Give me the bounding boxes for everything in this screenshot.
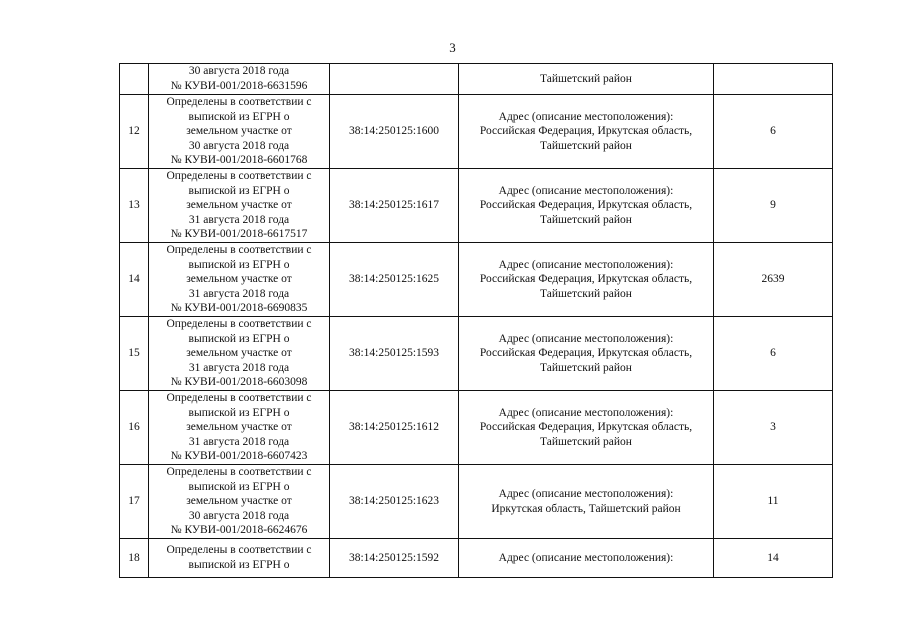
basis-line: Определены в соответствии с [166, 392, 312, 405]
basis-cell [149, 169, 330, 243]
row-number: 14 [128, 273, 140, 286]
cadastral-cell [330, 243, 459, 317]
row-number-cell [120, 64, 149, 95]
basis-cell [149, 539, 330, 578]
address-line: Российская Федерация, Иркутская область, [479, 273, 693, 286]
basis-line: земельном участке от [186, 125, 292, 138]
cadastral-cell [330, 465, 459, 539]
basis-line: выпиской из ЕГРН о [188, 110, 290, 123]
row-number: 18 [128, 551, 140, 564]
cadastral-number: 38:14:250125:1592 [348, 551, 440, 564]
land-plots-table [119, 63, 833, 578]
address-cell [459, 243, 714, 317]
area-cell [714, 539, 833, 578]
area-cell [714, 64, 833, 95]
row-number-cell [120, 391, 149, 465]
basis-cell [149, 391, 330, 465]
row-number-cell [120, 169, 149, 243]
basis-line: Определены в соответствии с [166, 244, 312, 257]
address-line: Адрес (описание местоположения): [498, 487, 674, 500]
address-line: Тайшетский район [540, 72, 632, 85]
basis-line: Определены в соответствии с [166, 318, 312, 331]
basis-cell [149, 465, 330, 539]
address-line: Российская Федерация, Иркутская область, [479, 199, 693, 212]
table-row [120, 243, 833, 317]
area-value: 2639 [761, 273, 785, 286]
cadastral-number: 38:14:250125:1593 [348, 347, 440, 360]
address-line: Тайшетский район [540, 287, 632, 300]
basis-line: земельном участке от [186, 495, 292, 508]
cadastral-number: 38:14:250125:1600 [348, 125, 440, 138]
row-number: 15 [128, 347, 140, 360]
address-line: Адрес (описание местоположения): [498, 332, 674, 345]
area-cell [714, 317, 833, 391]
row-number: 16 [128, 421, 140, 434]
row-number: 12 [128, 125, 140, 138]
cadastral-cell [330, 64, 459, 95]
basis-line: выпиской из ЕГРН о [188, 258, 290, 271]
basis-line: № КУВИ-001/2018-6607423 [170, 450, 308, 463]
basis-line: Определены в соответствии с [166, 466, 312, 479]
cadastral-number: 38:14:250125:1612 [348, 421, 440, 434]
address-cell [459, 391, 714, 465]
address-line: Тайшетский район [540, 139, 632, 152]
basis-line: выпиской из ЕГРН о [188, 332, 290, 345]
address-cell [459, 317, 714, 391]
area-cell [714, 465, 833, 539]
address-line: Адрес (описание местоположения): [498, 110, 674, 123]
basis-line: № КУВИ-001/2018-6624676 [170, 524, 308, 537]
address-line: Адрес (описание местоположения): [498, 258, 674, 271]
basis-line: 31 августа 2018 года [188, 213, 290, 226]
basis-line: № КУВИ-001/2018-6690835 [170, 302, 308, 315]
address-cell [459, 539, 714, 578]
area-value: 6 [770, 125, 776, 138]
row-number-cell [120, 243, 149, 317]
address-cell [459, 465, 714, 539]
area-value: 3 [770, 421, 776, 434]
address-cell [459, 95, 714, 169]
row-number-cell [120, 317, 149, 391]
basis-line: 30 августа 2018 года [188, 65, 290, 78]
cadastral-cell [330, 169, 459, 243]
address-line: Адрес (описание местоположения): [498, 406, 674, 419]
table-row [120, 317, 833, 391]
basis-line: 30 августа 2018 года [188, 509, 290, 522]
row-number: 17 [128, 495, 140, 508]
basis-line: Определены в соответствии с [166, 544, 312, 557]
area-cell [714, 391, 833, 465]
basis-line: № КУВИ-001/2018-6617517 [170, 228, 308, 241]
basis-line: Определены в соответствии с [166, 170, 312, 183]
row-number-cell [120, 465, 149, 539]
basis-line: земельном участке от [186, 199, 292, 212]
basis-line: № КУВИ-001/2018-6603098 [170, 376, 308, 389]
basis-line: Определены в соответствии с [166, 96, 312, 109]
table-row [120, 465, 833, 539]
table-row-continued [120, 64, 833, 95]
area-value: 6 [770, 347, 776, 360]
basis-line: выпиской из ЕГРН о [188, 406, 290, 419]
address-line: Иркутская область, Тайшетский район [491, 502, 681, 515]
area-value: 11 [767, 495, 779, 508]
cadastral-number: 38:14:250125:1623 [348, 495, 440, 508]
basis-cell [149, 95, 330, 169]
basis-line: № КУВИ-001/2018-6631596 [170, 80, 308, 92]
cadastral-number: 38:14:250125:1617 [348, 199, 440, 212]
table-row [120, 391, 833, 465]
area-cell [714, 169, 833, 243]
table-row [120, 95, 833, 169]
address-line: Тайшетский район [540, 435, 632, 448]
area-value: 14 [767, 551, 779, 564]
row-number: 13 [128, 199, 140, 212]
basis-line: выпиской из ЕГРН о [188, 480, 290, 493]
basis-cell [149, 317, 330, 391]
basis-line: 31 августа 2018 года [188, 361, 290, 374]
address-line: Тайшетский район [540, 361, 632, 374]
basis-line: 31 августа 2018 года [188, 435, 290, 448]
basis-cell [149, 243, 330, 317]
area-value: 9 [770, 199, 776, 212]
page-number: 3 [449, 40, 456, 55]
address-line: Адрес (описание местоположения): [498, 184, 674, 197]
basis-cell [149, 64, 330, 95]
cadastral-cell [330, 539, 459, 578]
basis-line: земельном участке от [186, 347, 292, 360]
cadastral-cell [330, 317, 459, 391]
basis-line: 30 августа 2018 года [188, 139, 290, 152]
address-cell [459, 169, 714, 243]
table-row-partial [120, 539, 833, 578]
address-line: Российская Федерация, Иркутская область, [479, 421, 693, 434]
basis-line: земельном участке от [186, 421, 292, 434]
basis-line: № КУВИ-001/2018-6601768 [170, 154, 308, 167]
basis-line: выпиской из ЕГРН о [188, 559, 290, 571]
address-cell [459, 64, 714, 95]
address-line: Российская Федерация, Иркутская область, [479, 125, 693, 138]
area-cell [714, 95, 833, 169]
cadastral-cell [330, 391, 459, 465]
address-line: Российская Федерация, Иркутская область, [479, 347, 693, 360]
table-row [120, 169, 833, 243]
basis-line: 31 августа 2018 года [188, 287, 290, 300]
area-cell [714, 243, 833, 317]
cadastral-cell [330, 95, 459, 169]
row-number-cell [120, 539, 149, 578]
basis-line: выпиской из ЕГРН о [188, 184, 290, 197]
address-line: Адрес (описание местоположения): [498, 551, 674, 564]
row-number-cell [120, 95, 149, 169]
address-line: Тайшетский район [540, 213, 632, 226]
basis-line: земельном участке от [186, 273, 292, 286]
cadastral-number: 38:14:250125:1625 [348, 273, 440, 286]
